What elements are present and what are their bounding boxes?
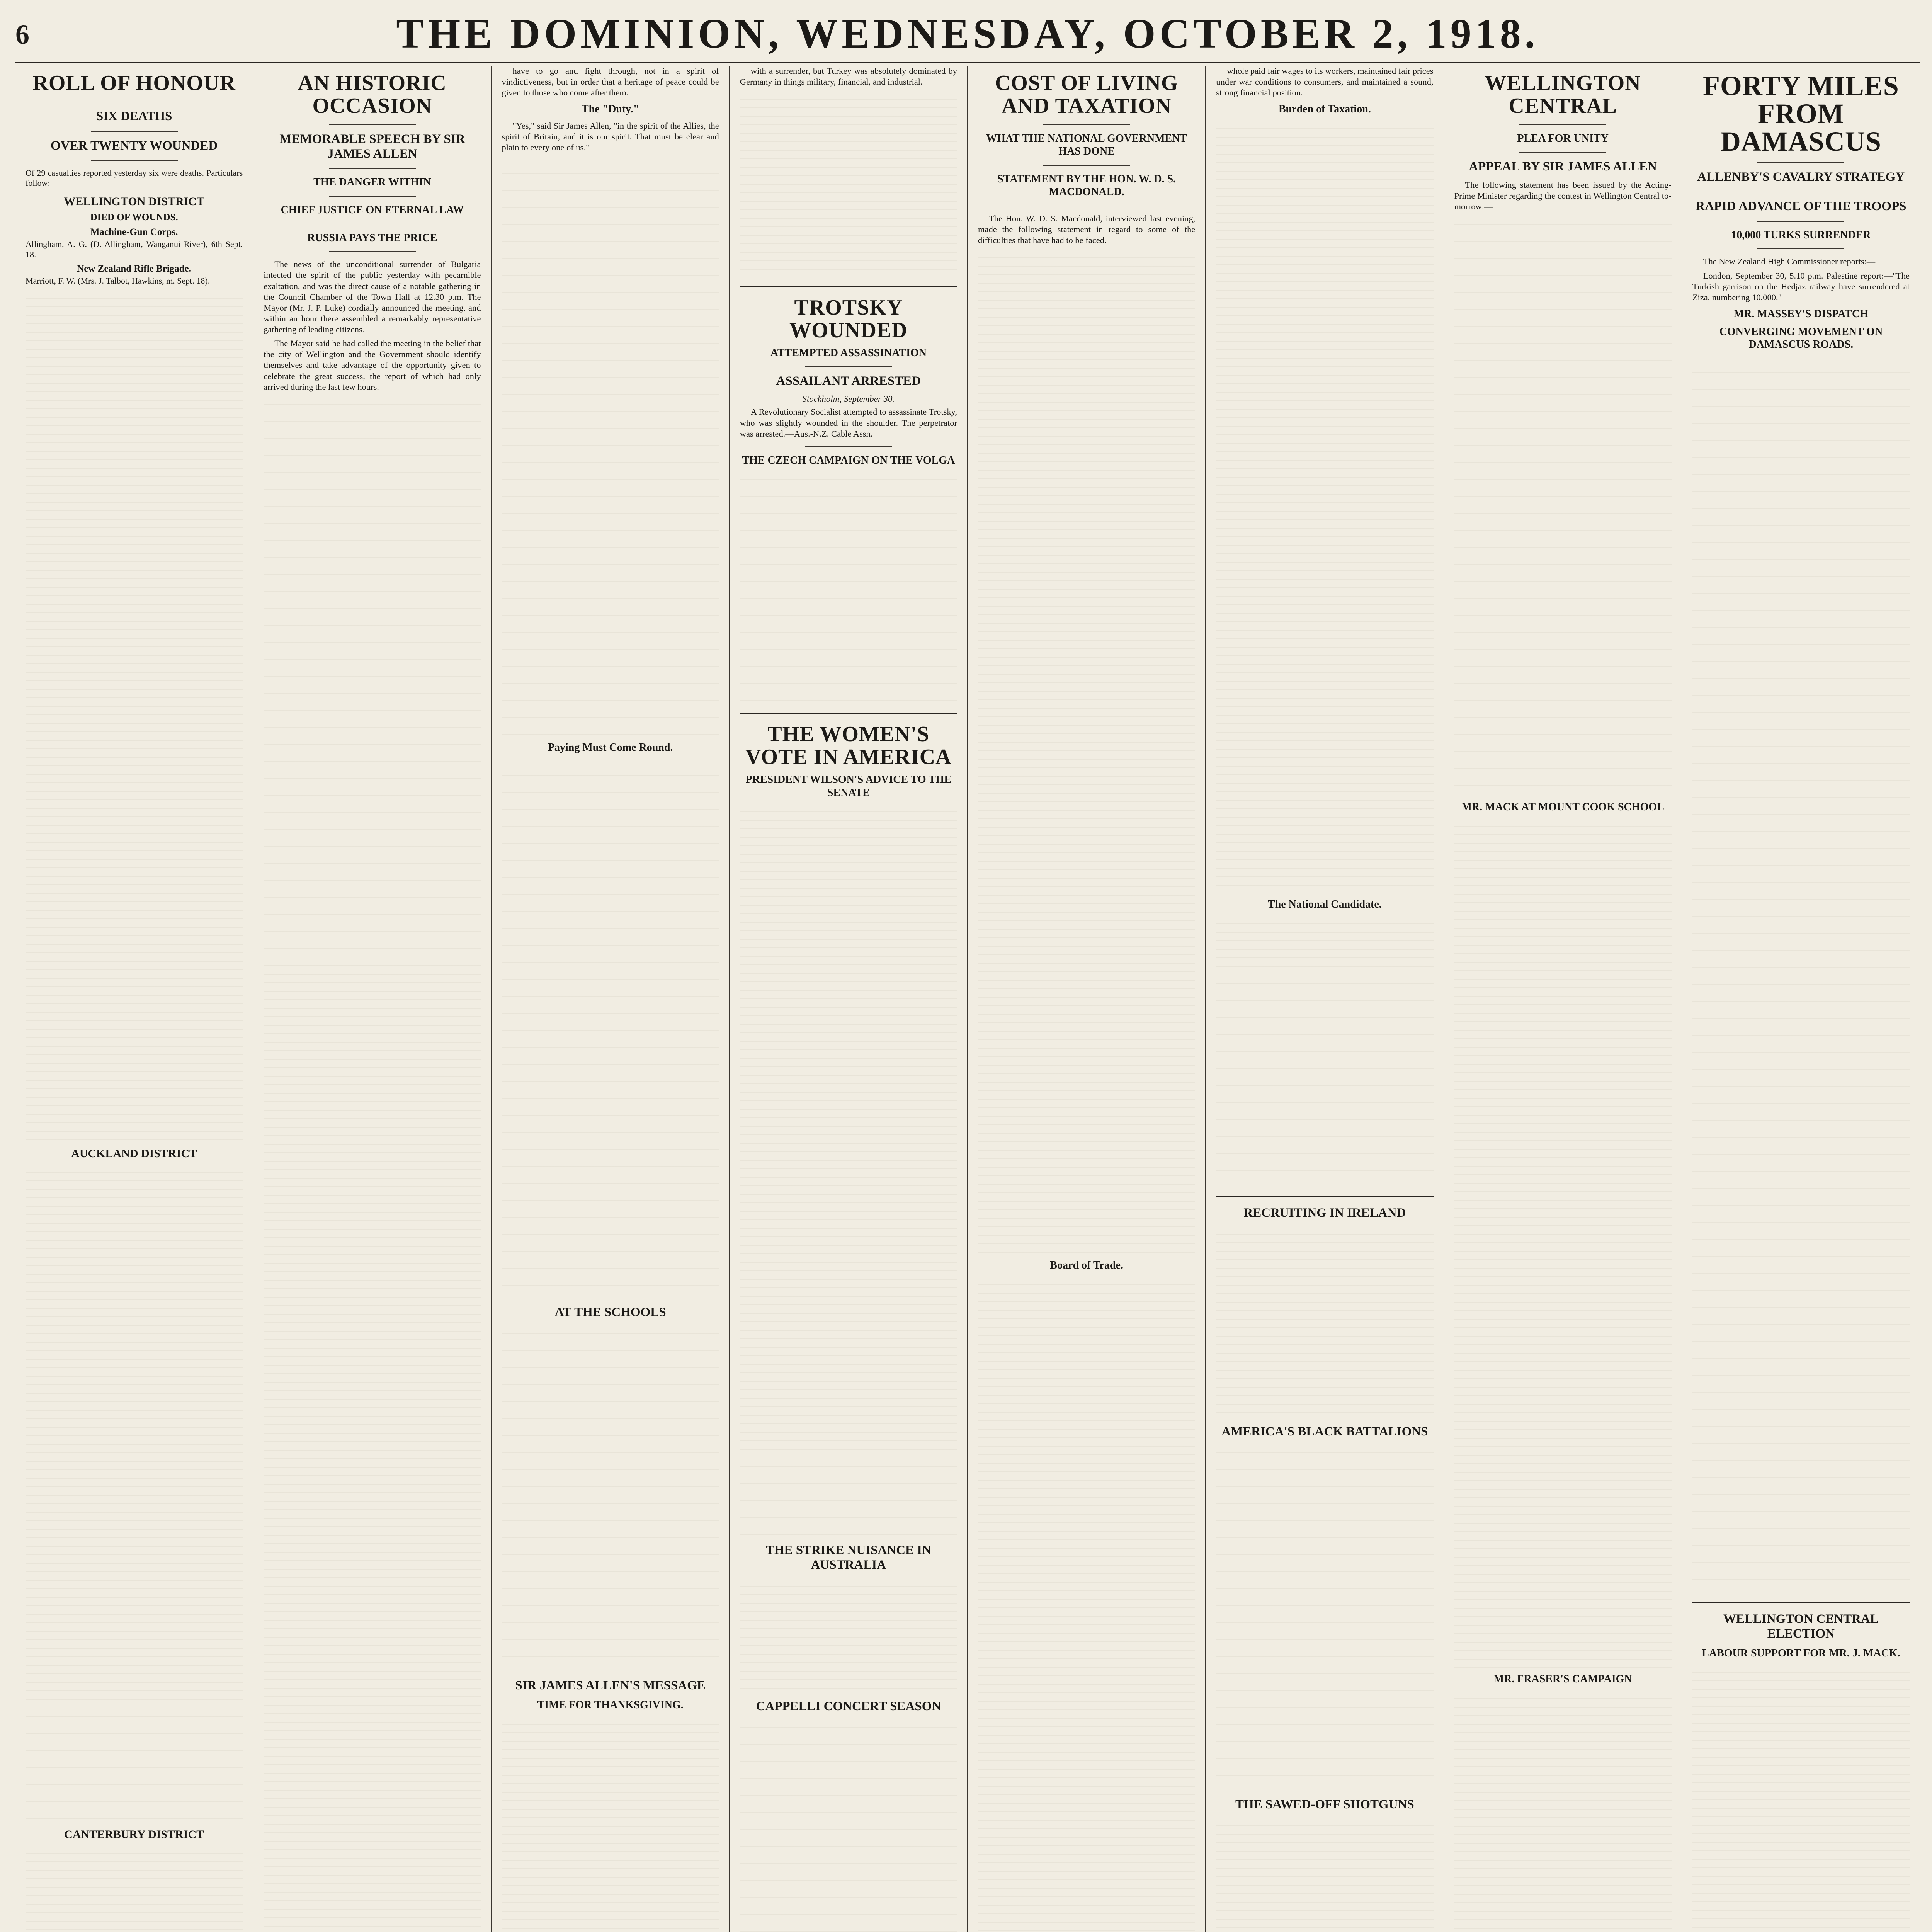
subhead: THE DANGER WITHIN [313,176,431,189]
subhead-deaths: SIX DEATHS [96,109,172,123]
article-paragraph: A Revolutionary Socialist attempted to assassinate Trotsky, who was slightly wounded in the shoulder. The perpetrator was arrested.—Aus.-N.Z. Cable Assn. [740,407,957,439]
article-paragraph: London, September 30, 5.10 p.m. Palestine report:—"The Turkish garrison on the Hedjaz railway have surrendered at Ziza, numbering 10,000." [1692,270,1910,302]
subhead: RECRUITING IN IRELAND [1243,1206,1406,1220]
subhead: THE CZECH CAMPAIGN ON THE VOLGA [742,454,955,466]
unit-heading: Machine-Gun Corps. [90,227,178,238]
article-paragraph: "Yes," said Sir James Allen, "in the spirit of the Allies, the spirit of Britain, and it is our spirit. That must be clear and plain to every one of us." [502,121,719,153]
headline-historic-occasion: AN HISTORIC OCCASION [298,71,447,118]
intro-text: Of 29 casualties reported yesterday six were deaths. Particulars follow:— [26,168,243,188]
subhead: PRESIDENT WILSON'S ADVICE TO THE SENATE [745,773,952,799]
subhead: WHAT THE NATIONAL GOVERNMENT HAS DONE [986,132,1187,158]
subhead: 10,000 TURKS SURRENDER [1731,229,1871,241]
subhead: ASSAILANT ARRESTED [776,374,921,388]
subhead: CHIEF JUSTICE ON ETERNAL LAW [281,204,464,216]
dateline: Stockholm, September 30. [802,394,895,404]
columns [15,66,1920,1932]
subhead: RAPID ADVANCE OF THE TROOPS [1696,199,1906,213]
subhead: LABOUR SUPPORT FOR MR. J. MACK. [1702,1647,1900,1659]
subhead: PLEA FOR UNITY [1517,132,1609,145]
column-historic-occasion [253,66,492,1932]
subhead: MR. MASSEY'S DISPATCH [1733,308,1868,320]
subhead: The "Duty." [581,103,639,116]
subhead: CONVERGING MOVEMENT ON DAMASCUS ROADS. [1719,325,1883,351]
subhead: SIR JAMES ALLEN'S MESSAGE [515,1678,706,1692]
subhead: TIME FOR THANKSGIVING. [537,1699,684,1711]
casualty-entry: Marriott, F. W. (Mrs. J. Talbot, Hawkins, m. Sept. 18). [26,276,210,286]
headline-forty-miles: FORTY MILES FROM DAMASCUS [1702,70,1899,157]
subhead: AT THE SCHOOLS [554,1305,666,1319]
subhead: The National Candidate. [1267,898,1382,910]
subhead: Burden of Taxation. [1278,103,1371,116]
article-paragraph: The New Zealand High Commissioner reports:— [1703,257,1876,267]
headline-cost-of-living: COST OF LIVING AND TAXATION [995,71,1179,118]
subhead: RUSSIA PAYS THE PRICE [307,231,437,244]
district-heading: CANTERBURY DISTRICT [64,1828,204,1841]
article-paragraph: have to go and fight through, not in a spirit of vindictiveness, but in order that a heritage of peace could be given to those who come after them. [502,66,719,98]
article-paragraph: The Mayor said he had called the meeting in the belief that the city of Wellington and the Government should identify themselves and take advantage of the opportunity given to celebrate the great success, the report of which had only arrived during the last few hours. [264,338,481,392]
subhead: THE STRIKE NUISANCE IN AUSTRALIA [765,1543,931,1572]
headline-roll-of-honour: ROLL OF HONOUR [32,71,236,95]
subhead: ATTEMPTED ASSASSINATION [770,347,927,359]
subhead: APPEAL BY SIR JAMES ALLEN [1469,160,1657,174]
article-paragraph: The Hon. W. D. S. Macdonald, interviewed last evening, made the following statement in regard to some of the difficulties that have had to be faced. [978,213,1196,245]
headline-wellington-central: WELLINGTON CENTRAL [1485,71,1641,118]
subhead: MEMORABLE SPEECH BY SIR JAMES ALLEN [279,132,465,161]
section-heading: DIED OF WOUNDS. [90,212,178,223]
column-taxation-continued [1206,66,1444,1932]
page-number: 6 [15,19,29,50]
district-heading: WELLINGTON DISTRICT [64,195,204,208]
column-roll-of-honour [15,66,253,1932]
subhead: AMERICA'S BLACK BATTALIONS [1221,1424,1428,1439]
subhead: WELLINGTON CENTRAL ELECTION [1723,1612,1879,1641]
article-paragraph: The news of the unconditional surrender of Bulgaria intected the spirit of the public yesterday with pecarnible exaltation, and was the direct cause of a notable gathering in the Council Chamber of the Town Hall at 12.30 p.m. The Mayor (Mr. J. P. Luke) cordially announced the meeting, and within an hour there assembled a remarkably representative gathering of leading citizens. [264,259,481,334]
district-heading: AUCKLAND DISTRICT [71,1147,197,1160]
headline-womens-vote: THE WOMEN'S VOTE IN AMERICA [745,722,952,769]
subhead: CAPPELLI CONCERT SEASON [756,1699,941,1713]
column-cost-of-living [968,66,1206,1932]
column-wellington-central [1444,66,1682,1932]
unit-heading: New Zealand Rifle Brigade. [77,264,192,274]
subhead: ALLENBY'S CAVALRY STRATEGY [1697,170,1905,184]
column-damascus [1682,66,1920,1932]
article-paragraph: with a surrender, but Turkey was absolutely dominated by Germany in things military, financial, and industrial. [740,66,957,87]
column-trotsky [730,66,968,1932]
article-paragraph: whole paid fair wages to its workers, maintained fair prices under war conditions to consumers, and maintained a sound, strong financial position. [1216,66,1434,98]
subhead: MR. FRASER'S CAMPAIGN [1493,1673,1632,1685]
subhead: STATEMENT BY THE HON. W. D. S. MACDONALD. [997,173,1176,198]
column-speech-continued [492,66,730,1932]
subhead: Paying Must Come Round. [548,742,673,754]
article-paragraph: The following statement has been issued by the Acting-Prime Minister regarding the contest in Wellington Central to-morrow:— [1454,180,1672,212]
casualty-entry: Allingham, A. G. (D. Allingham, Wanganui River), 6th Sept. 18. [26,239,243,259]
subhead: Board of Trade. [1050,1259,1123,1272]
subhead: MR. MACK AT MOUNT COOK SCHOOL [1461,801,1664,813]
newspaper-title: THE DOMINION, WEDNESDAY, OCTOBER 2, 1918. [396,11,1539,57]
subhead-wounded: OVER TWENTY WOUNDED [51,138,218,153]
masthead [15,3,1920,63]
subhead: THE SAWED-OFF SHOTGUNS [1235,1798,1414,1812]
headline-trotsky-wounded: TROTSKY WOUNDED [789,296,908,343]
